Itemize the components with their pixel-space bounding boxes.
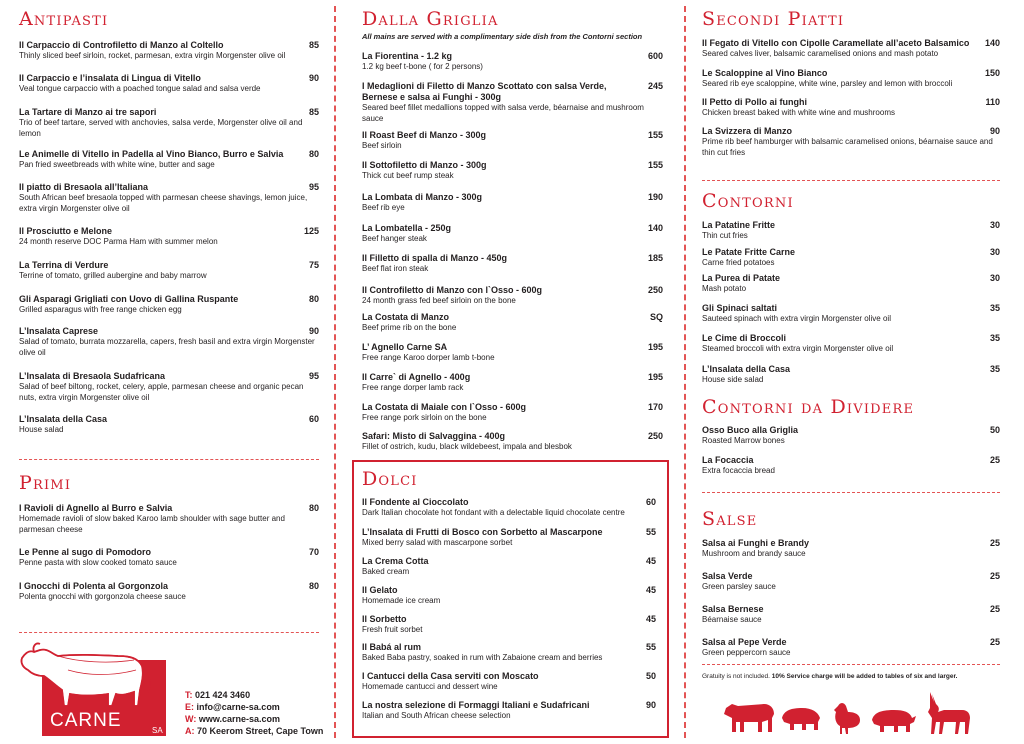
menu-item-name: L’Insalata di Bresaola Sudafricana bbox=[19, 371, 166, 381]
menu-item-name: Safari: Misto di Salvaggina - 400g bbox=[362, 431, 506, 441]
menu-item-description: Homemade ravioli of slow baked Karoo lamb shoulder with sage butter and parmesan cheese bbox=[19, 514, 285, 534]
pig-icon bbox=[782, 708, 820, 730]
menu-item-name: Le Patate Fritte Carne bbox=[702, 247, 796, 257]
menu-item-description: Thick cut beef rump steak bbox=[362, 171, 454, 180]
menu-item-price: 35 bbox=[989, 333, 1000, 343]
menu-item-name: Il Sorbetto bbox=[362, 614, 407, 624]
menu-item-name: La Patatine Fritte bbox=[702, 220, 776, 230]
menu-item-price: 80 bbox=[308, 503, 319, 513]
menu-item-description: Sauteed spinach with extra virgin Morgenster olive oil bbox=[702, 314, 891, 323]
menu-item-price: 90 bbox=[308, 73, 319, 83]
menu-item-price: 25 bbox=[989, 571, 1000, 581]
menu-item-description: House salad bbox=[19, 425, 64, 434]
menu-item-price: 155 bbox=[647, 160, 663, 170]
menu-item-price: 35 bbox=[989, 364, 1000, 374]
menu-item-name: Salsa Bernese bbox=[702, 604, 764, 614]
menu-item bbox=[19, 371, 319, 403]
menu-item-description: Mash potato bbox=[702, 284, 747, 293]
menu-item-description: Thinly sliced beef sirloin, rocket, parmesan, extra virgin Morgenster olive oil bbox=[19, 51, 286, 60]
menu-item-name: L’Insalata della Casa bbox=[702, 364, 791, 374]
menu-item bbox=[702, 637, 1000, 659]
menu-item-name: I Cantucci della Casa serviti con Moscato bbox=[362, 671, 539, 681]
menu-item-name: Salsa al Pepe Verde bbox=[702, 637, 787, 647]
menu-item bbox=[702, 38, 1000, 60]
menu-item bbox=[19, 40, 319, 62]
menu-item bbox=[362, 497, 656, 519]
menu-item-description: Chicken breast baked with white wine and mushrooms bbox=[702, 108, 895, 117]
menu-item-description: Beef sirloin bbox=[362, 141, 402, 150]
menu-item-description: Extra focaccia bread bbox=[702, 466, 775, 475]
menu-item bbox=[702, 425, 1000, 447]
menu-item bbox=[19, 182, 319, 214]
menu-item-price: 85 bbox=[308, 107, 319, 117]
section-title-contorni: Contorni bbox=[702, 190, 794, 212]
section-title-primi: Primi bbox=[19, 472, 72, 494]
menu-item bbox=[362, 614, 656, 636]
website-value: www.carne-sa.com bbox=[198, 714, 281, 724]
menu-item-name: Gli Asparagi Grigliati con Uovo di Gallina Ruspante bbox=[19, 294, 239, 304]
menu-item bbox=[19, 226, 319, 248]
gratuity-text: Gratuity is not included. bbox=[702, 673, 772, 680]
menu-item-price: 150 bbox=[984, 68, 1000, 78]
menu-item bbox=[19, 414, 319, 436]
menu-item-description: 1.2 kg beef t-bone ( for 2 persons) bbox=[362, 62, 483, 71]
menu-item-price: 185 bbox=[647, 253, 663, 263]
menu-item bbox=[362, 192, 663, 214]
menu-item bbox=[362, 372, 663, 394]
menu-item-description: Polenta gnocchi with gorgonzola cheese sauce bbox=[19, 592, 186, 601]
menu-item-description: Pan fried sweetbreads with white wine, butter and sage bbox=[19, 160, 215, 169]
menu-item-description: Dark Italian chocolate hot fondant with a delectable liquid chocolate centre bbox=[362, 508, 625, 517]
menu-item bbox=[702, 247, 1000, 269]
menu-item-description: Seared calves liver, balsamic caramelised onions and mash potato bbox=[702, 49, 939, 58]
menu-item-name: La nostra selezione di Formaggi Italiani e Sudafricani bbox=[362, 700, 590, 710]
menu-item-description: Italian and South African cheese selection bbox=[362, 711, 511, 720]
logo-sa: SA bbox=[152, 726, 163, 735]
menu-item bbox=[362, 431, 663, 453]
menu-item-description: Terrine of tomato, grilled aubergine and baby marrow bbox=[19, 271, 207, 280]
menu-item-price: 50 bbox=[989, 425, 1000, 435]
contact-key: W: bbox=[185, 714, 197, 724]
menu-item-name: Il Fegato di Vitello con Cipolle Caramellate all’aceto Balsamico bbox=[702, 38, 970, 48]
phone-value: 021 424 3460 bbox=[195, 690, 251, 700]
menu-item-description: Green parsley sauce bbox=[702, 582, 776, 591]
menu-item-price: 35 bbox=[989, 303, 1000, 313]
carne-sa-logo bbox=[18, 640, 176, 738]
menu-item-description: Seared beef fillet medallions topped with salsa verde, béarnaise and mushroom sauce bbox=[362, 103, 644, 123]
menu-item-price: 250 bbox=[647, 285, 663, 295]
menu-item-description: Mixed berry salad with mascarpone sorbet bbox=[362, 538, 513, 547]
section-title-contorni-da-dividere: Contorni da Dividere bbox=[702, 396, 915, 418]
menu-item bbox=[362, 81, 663, 124]
menu-item-description: Béarnaise sauce bbox=[702, 615, 762, 624]
menu-item bbox=[702, 604, 1000, 626]
menu-item-name: Salsa Verde bbox=[702, 571, 753, 581]
menu-item-price: 60 bbox=[308, 414, 319, 424]
section-divider bbox=[702, 180, 1000, 181]
section-title-secondi-piatti: Secondi Piatti bbox=[702, 8, 845, 30]
contact-key: T: bbox=[185, 690, 193, 700]
menu-item-description: Penne pasta with slow cooked tomato sauce bbox=[19, 558, 177, 567]
menu-item-name: La Focaccia bbox=[702, 455, 754, 465]
menu-item bbox=[702, 273, 1000, 295]
menu-item bbox=[362, 402, 663, 424]
menu-item-price: 55 bbox=[645, 642, 656, 652]
menu-item bbox=[702, 303, 1000, 325]
menu-item bbox=[19, 294, 319, 316]
section-title-dalla-griglia: Dalla Griglia bbox=[362, 8, 499, 30]
menu-item-name: La Costata di Maiale con l`Osso - 600g bbox=[362, 402, 527, 412]
menu-item-description: Beef hanger steak bbox=[362, 234, 427, 243]
service-charge-text: 10% Service charge will be added to tables of six and larger. bbox=[771, 673, 958, 680]
menu-item-description: Salad of tomato, burrata mozzarella, capers, fresh basil and extra virgin Morgenster olive oil bbox=[19, 337, 315, 357]
menu-item bbox=[702, 126, 1000, 158]
menu-item-name: Il Roast Beef di Manzo - 300g bbox=[362, 130, 487, 140]
menu-item-name: Il Sottofiletto di Manzo - 300g bbox=[362, 160, 487, 170]
menu-item-price: 140 bbox=[647, 223, 663, 233]
menu-item bbox=[19, 326, 319, 358]
contact-website bbox=[185, 713, 323, 725]
menu-item bbox=[362, 51, 663, 73]
menu-item-price: 600 bbox=[647, 51, 663, 61]
menu-item-name: Le Cime di Broccoli bbox=[702, 333, 787, 343]
menu-item bbox=[362, 671, 656, 693]
menu-item-price: 25 bbox=[989, 455, 1000, 465]
menu-item-price: 190 bbox=[647, 192, 663, 202]
menu-item bbox=[362, 700, 656, 722]
menu-item-description: Steamed broccoli with extra virgin Morgenster olive oil bbox=[702, 344, 894, 353]
menu-item-name: Il Babá al rum bbox=[362, 642, 422, 652]
menu-item bbox=[702, 364, 1000, 386]
menu-item-description: Green peppercorn sauce bbox=[702, 648, 791, 657]
menu-item-price: 245 bbox=[647, 81, 663, 91]
menu-item-price: 60 bbox=[645, 497, 656, 507]
menu-item-price: 170 bbox=[647, 402, 663, 412]
menu-item bbox=[702, 455, 1000, 477]
menu-item-name: Il Fondente al Cioccolato bbox=[362, 497, 469, 507]
menu-item-price: 95 bbox=[308, 182, 319, 192]
menu-item bbox=[702, 220, 1000, 242]
menu-item-description: Baked cream bbox=[362, 567, 410, 576]
menu-item-name: La Tartare di Manzo ai tre sapori bbox=[19, 107, 157, 117]
menu-item-name: Il Filletto di spalla di Manzo - 450g bbox=[362, 253, 508, 263]
menu-item-price: 110 bbox=[985, 97, 1000, 107]
menu-item-name: Gli Spinaci saltati bbox=[702, 303, 778, 313]
menu-item-name: L’Insalata di Frutti di Bosco con Sorbetto al Mascarpone bbox=[362, 527, 603, 537]
gratuity-note bbox=[702, 673, 957, 680]
menu-item-name: Il Controfiletto di Manzo con l`Osso - 600g bbox=[362, 285, 543, 295]
contact-key: E: bbox=[185, 702, 194, 712]
address-value: 70 Keerom Street, Cape Town bbox=[197, 726, 324, 736]
menu-item-price: 75 bbox=[308, 260, 319, 270]
menu-item-price: 25 bbox=[989, 637, 1000, 647]
menu-item-name: La Lombata di Manzo - 300g bbox=[362, 192, 483, 202]
menu-item-price: 90 bbox=[645, 700, 656, 710]
menu-item-price: 45 bbox=[645, 556, 656, 566]
menu-item-name: La Terrina di Verdure bbox=[19, 260, 109, 270]
menu-item-price: 90 bbox=[308, 326, 319, 336]
menu-item bbox=[19, 107, 319, 139]
menu-item-price: 80 bbox=[308, 149, 319, 159]
menu-item-description: Thin cut fries bbox=[702, 231, 748, 240]
menu-item bbox=[702, 333, 1000, 355]
menu-item-description: Grilled asparagus with free range chicken egg bbox=[19, 305, 182, 314]
menu-item bbox=[362, 556, 656, 578]
column-divider-left bbox=[334, 6, 336, 738]
section-title-salse: Salse bbox=[702, 508, 758, 530]
menu-item-name: Il piatto di Bresaola all’Italiana bbox=[19, 182, 149, 192]
menu-item-name: I Medaglioni di Filetto di Manzo Scottato con salsa Verde, Bernese e salsa ai Funghi - 300g bbox=[362, 81, 607, 102]
menu-item-name: Le Animelle di Vitello in Padella al Vino Bianco, Burro e Salvia bbox=[19, 149, 284, 159]
menu-item-description: Salad of beef biltong, rocket, celery, apple, parmesan cheese and organic pecan nuts, extra virgin Morgenster olive oil bbox=[19, 382, 304, 402]
menu-item-name: Il Gelato bbox=[362, 585, 398, 595]
menu-item-description: House side salad bbox=[702, 375, 764, 384]
menu-item bbox=[19, 260, 319, 282]
menu-item-description: Carne fried potatoes bbox=[702, 258, 775, 267]
menu-item-description: 24 month reserve DOC Parma Ham with summer melon bbox=[19, 237, 218, 246]
menu-item-description: Mushroom and brandy sauce bbox=[702, 549, 806, 558]
menu-item-name: La Costata di Manzo bbox=[362, 312, 450, 322]
menu-item-description: Beef prime rib on the bone bbox=[362, 323, 457, 332]
menu-item-name: Il Carpaccio e l’insalata di Lingua di Vitello bbox=[19, 73, 201, 83]
menu-item-name: Le Scaloppine al Vino Bianco bbox=[702, 68, 828, 78]
menu-item-description: Free range Karoo dorper lamb t-bone bbox=[362, 353, 495, 362]
menu-item-description: Veal tongue carpaccio with a poached tongue salad and salsa verde bbox=[19, 84, 261, 93]
menu-item bbox=[19, 73, 319, 95]
menu-item-name: La Purea di Patate bbox=[702, 273, 781, 283]
menu-item-price: 30 bbox=[989, 247, 1000, 257]
menu-item-description: Beef rib eye bbox=[362, 203, 405, 212]
menu-item-price: SQ bbox=[649, 312, 663, 322]
menu-item-name: L’Insalata della Casa bbox=[19, 414, 108, 424]
contact-key: A: bbox=[185, 726, 195, 736]
contact-address bbox=[185, 725, 323, 737]
menu-item-description: Beef flat iron steak bbox=[362, 264, 429, 273]
menu-item bbox=[362, 642, 656, 664]
menu-item-description: Fresh fruit sorbet bbox=[362, 625, 423, 634]
menu-item-name: L’ Agnello Carne SA bbox=[362, 342, 448, 352]
menu-item-name: Il Prosciutto e Melone bbox=[19, 226, 113, 236]
menu-item bbox=[702, 538, 1000, 560]
menu-item-price: 195 bbox=[647, 372, 663, 382]
menu-item-price: 125 bbox=[303, 226, 319, 236]
menu-item bbox=[362, 160, 663, 182]
menu-item-price: 30 bbox=[989, 220, 1000, 230]
menu-item-name: La Fiorentina - 1.2 kg bbox=[362, 51, 453, 61]
menu-item-description: Seared rib eye scaloppine, white wine, parsley and lemon with broccoli bbox=[702, 79, 953, 88]
menu-item-name: L’Insalata Caprese bbox=[19, 326, 99, 336]
menu-item-price: 55 bbox=[645, 527, 656, 537]
menu-item-price: 45 bbox=[645, 614, 656, 624]
contact-phone bbox=[185, 689, 323, 701]
menu-item bbox=[19, 149, 319, 171]
menu-item-description: Prime rib beef hamburger with balsamic caramelised onions, béarnaise sauce and thin cut fries bbox=[702, 137, 993, 157]
menu-item bbox=[362, 527, 656, 549]
menu-item bbox=[362, 342, 663, 364]
boar-icon bbox=[872, 710, 916, 732]
menu-item bbox=[362, 130, 663, 152]
menu-item-price: 80 bbox=[308, 581, 319, 591]
menu-item-name: Le Penne al sugo di Pomodoro bbox=[19, 547, 152, 557]
menu-item-name: La Lombatella - 250g bbox=[362, 223, 452, 233]
menu-item-name: I Ravioli di Agnello al Burro e Salvia bbox=[19, 503, 173, 513]
menu-item-price: 250 bbox=[647, 431, 663, 441]
section-divider bbox=[19, 632, 319, 633]
menu-item-name: Il Carpaccio di Controfiletto di Manzo al Coltello bbox=[19, 40, 224, 50]
section-title-antipasti: Antipasti bbox=[19, 8, 109, 30]
menu-item-price: 90 bbox=[989, 126, 1000, 136]
menu-item-description: Free range pork sirloin on the bone bbox=[362, 413, 487, 422]
menu-item-description: Homemade ice cream bbox=[362, 596, 441, 605]
menu-item-name: I Gnocchi di Polenta al Gorgonzola bbox=[19, 581, 169, 591]
menu-item-description: 24 month grass fed beef sirloin on the bone bbox=[362, 296, 516, 305]
column-divider-right bbox=[684, 6, 686, 738]
menu-item-price: 25 bbox=[989, 604, 1000, 614]
email-value: info@carne-sa.com bbox=[196, 702, 280, 712]
menu-item-price: 195 bbox=[647, 342, 663, 352]
menu-item-name: Salsa ai Funghi e Brandy bbox=[702, 538, 810, 548]
menu-item bbox=[362, 585, 656, 607]
menu-item-price: 85 bbox=[308, 40, 319, 50]
menu-item-description: South African beef bresaola topped with parmesan cheese shavings, lemon juice, extra virgin Morgenster olive oil bbox=[19, 193, 308, 213]
menu-item-name: Osso Buco alla Griglia bbox=[702, 425, 799, 435]
menu-item bbox=[19, 503, 319, 535]
section-divider bbox=[702, 664, 1000, 665]
menu-item-price: 155 bbox=[647, 130, 663, 140]
menu-item bbox=[362, 223, 663, 245]
menu-item-name: La Svizzera di Manzo bbox=[702, 126, 793, 136]
menu-item-description: Trio of beef tartare, served with anchovies, salsa verde, Morgenster olive oil and lemon bbox=[19, 118, 303, 138]
menu-item-price: 80 bbox=[308, 294, 319, 304]
menu-item bbox=[19, 581, 319, 603]
menu-item-name: Il Carre` di Agnello - 400g bbox=[362, 372, 471, 382]
menu-item-description: Free range dorper lamb rack bbox=[362, 383, 464, 392]
menu-item-name: La Crema Cotta bbox=[362, 556, 429, 566]
menu-item-price: 30 bbox=[989, 273, 1000, 283]
contact-email bbox=[185, 701, 323, 713]
menu-item bbox=[702, 97, 1000, 119]
menu-item bbox=[362, 312, 663, 334]
mains-note: All mains are served with a complimentary side dish from the Contorni section bbox=[362, 32, 643, 41]
menu-item-price: 50 bbox=[645, 671, 656, 681]
menu-item-description: Homemade cantucci and dessert wine bbox=[362, 682, 498, 691]
cow-icon bbox=[724, 704, 774, 732]
menu-item-description: Fillet of ostrich, kudu, black wildebeest, impala and blesbok bbox=[362, 442, 572, 451]
menu-item bbox=[362, 253, 663, 275]
section-divider bbox=[702, 492, 1000, 493]
menu-item-name: Il Petto di Pollo ai funghi bbox=[702, 97, 807, 107]
menu-item-description: Baked Baba pastry, soaked in rum with Zabaione cream and berries bbox=[362, 653, 603, 662]
menu-item bbox=[19, 547, 319, 569]
animal-silhouettes bbox=[722, 688, 974, 736]
menu-item-price: 140 bbox=[984, 38, 1000, 48]
antelope-icon bbox=[928, 692, 970, 734]
menu-item-description: Roasted Marrow bones bbox=[702, 436, 785, 445]
section-title-dolci: Dolci bbox=[362, 468, 418, 490]
chicken-icon bbox=[834, 703, 860, 734]
menu-item bbox=[362, 285, 663, 307]
menu-item-price: 70 bbox=[308, 547, 319, 557]
section-divider bbox=[19, 459, 319, 460]
contact-block bbox=[185, 689, 323, 737]
menu-item-price: 45 bbox=[645, 585, 656, 595]
menu-item bbox=[702, 68, 1000, 90]
logo-wordmark: CARNE bbox=[50, 710, 122, 731]
menu-item bbox=[702, 571, 1000, 593]
menu-item-price: 25 bbox=[989, 538, 1000, 548]
menu-item-price: 95 bbox=[308, 371, 319, 381]
